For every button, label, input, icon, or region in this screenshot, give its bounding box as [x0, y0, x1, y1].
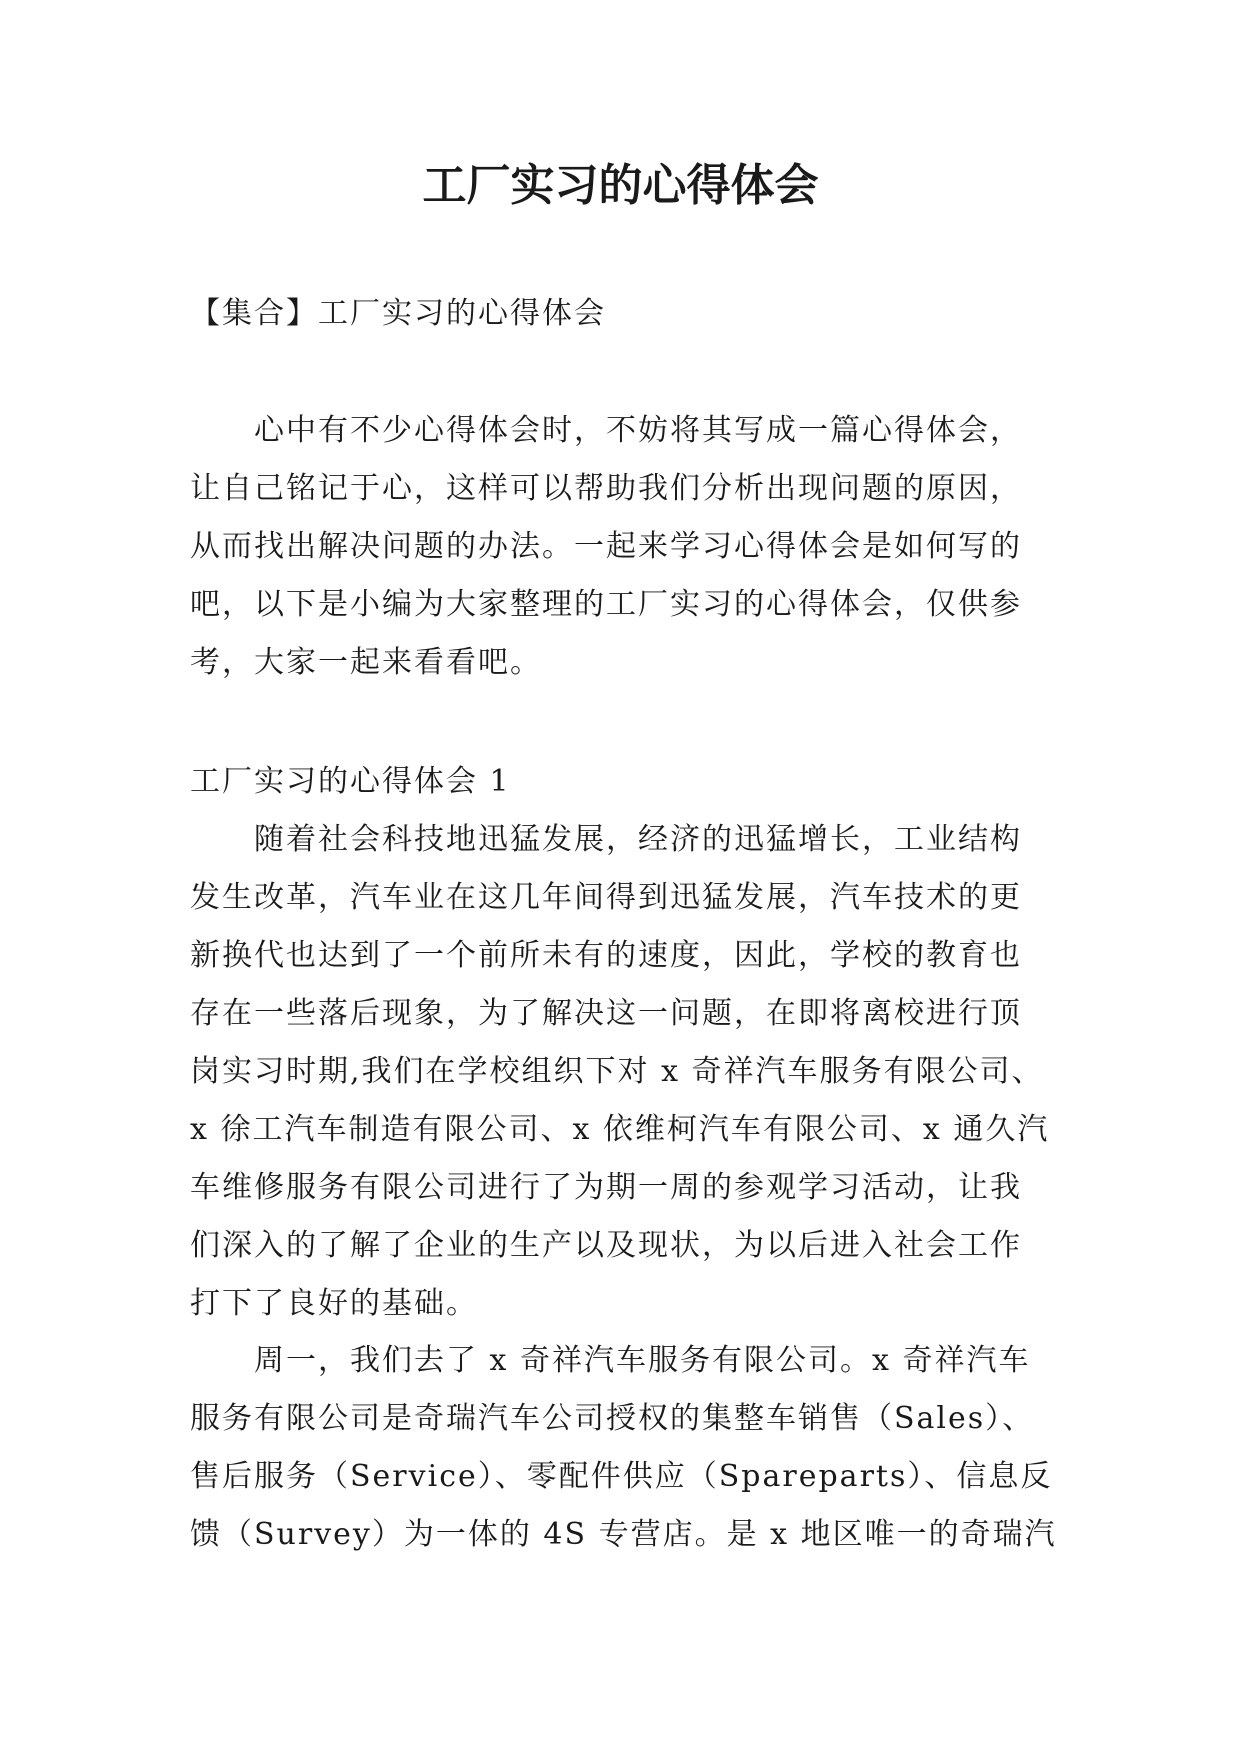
text-line: 打下了良好的基础。 — [190, 1286, 478, 1321]
text-line: 吧，以下是小编为大家整理的工厂实习的心得体会，仅供参 — [190, 587, 1022, 622]
section-heading: 工厂实习的心得体会 1 — [190, 764, 511, 799]
text-line: 岗实习时期,我们在学校组织下对 x 奇祥汽车服务有限公司、 — [190, 1054, 1044, 1089]
text-line: x 徐工汽车制造有限公司、x 依维柯汽车有限公司、x 通久汽 — [190, 1112, 1050, 1147]
document-subtitle: 【集合】工厂实习的心得体会 — [190, 296, 606, 331]
text-line: 周一，我们去了 x 奇祥汽车服务有限公司。x 奇祥汽车 — [190, 1343, 1031, 1378]
text-line: 车维修服务有限公司进行了为期一周的参观学习活动，让我 — [190, 1170, 1022, 1205]
intro-paragraph — [190, 402, 1070, 692]
text-line: 考，大家一起来看看吧。 — [190, 645, 542, 680]
text-line: 服务有限公司是奇瑞汽车公司授权的集整车销售（Sales）、 — [190, 1401, 1035, 1436]
body-paragraph-2 — [190, 1332, 1070, 1564]
text-line: 随着社会科技地迅猛发展，经济的迅猛增长，工业结构 — [190, 822, 1022, 857]
text-line: 新换代也达到了一个前所未有的速度，因此，学校的教育也 — [190, 938, 1022, 973]
text-line: 让自己铭记于心，这样可以帮助我们分析出现问题的原因， — [190, 471, 1022, 506]
text-line: 发生改革，汽车业在这几年间得到迅猛发展，汽车技术的更 — [190, 880, 1022, 915]
document-title: 工厂实习的心得体会 — [422, 160, 819, 211]
text-line: 售后服务（Service）、零配件供应（Spareparts）、信息反 — [190, 1459, 1053, 1494]
text-line: 们深入的了解了企业的生产以及现状，为以后进入社会工作 — [190, 1228, 1022, 1263]
text-line: 心中有不少心得体会时，不妨将其写成一篇心得体会， — [190, 413, 1022, 448]
text-line: 馈（Survey）为一体的 4S 专营店。是 x 地区唯一的奇瑞汽 — [190, 1517, 1057, 1552]
text-line: 存在一些落后现象，为了解决这一问题，在即将离校进行顶 — [190, 996, 1022, 1031]
text-line: 从而找出解决问题的办法。一起来学习心得体会是如何写的 — [190, 529, 1022, 564]
body-paragraph-1 — [190, 811, 1070, 1333]
